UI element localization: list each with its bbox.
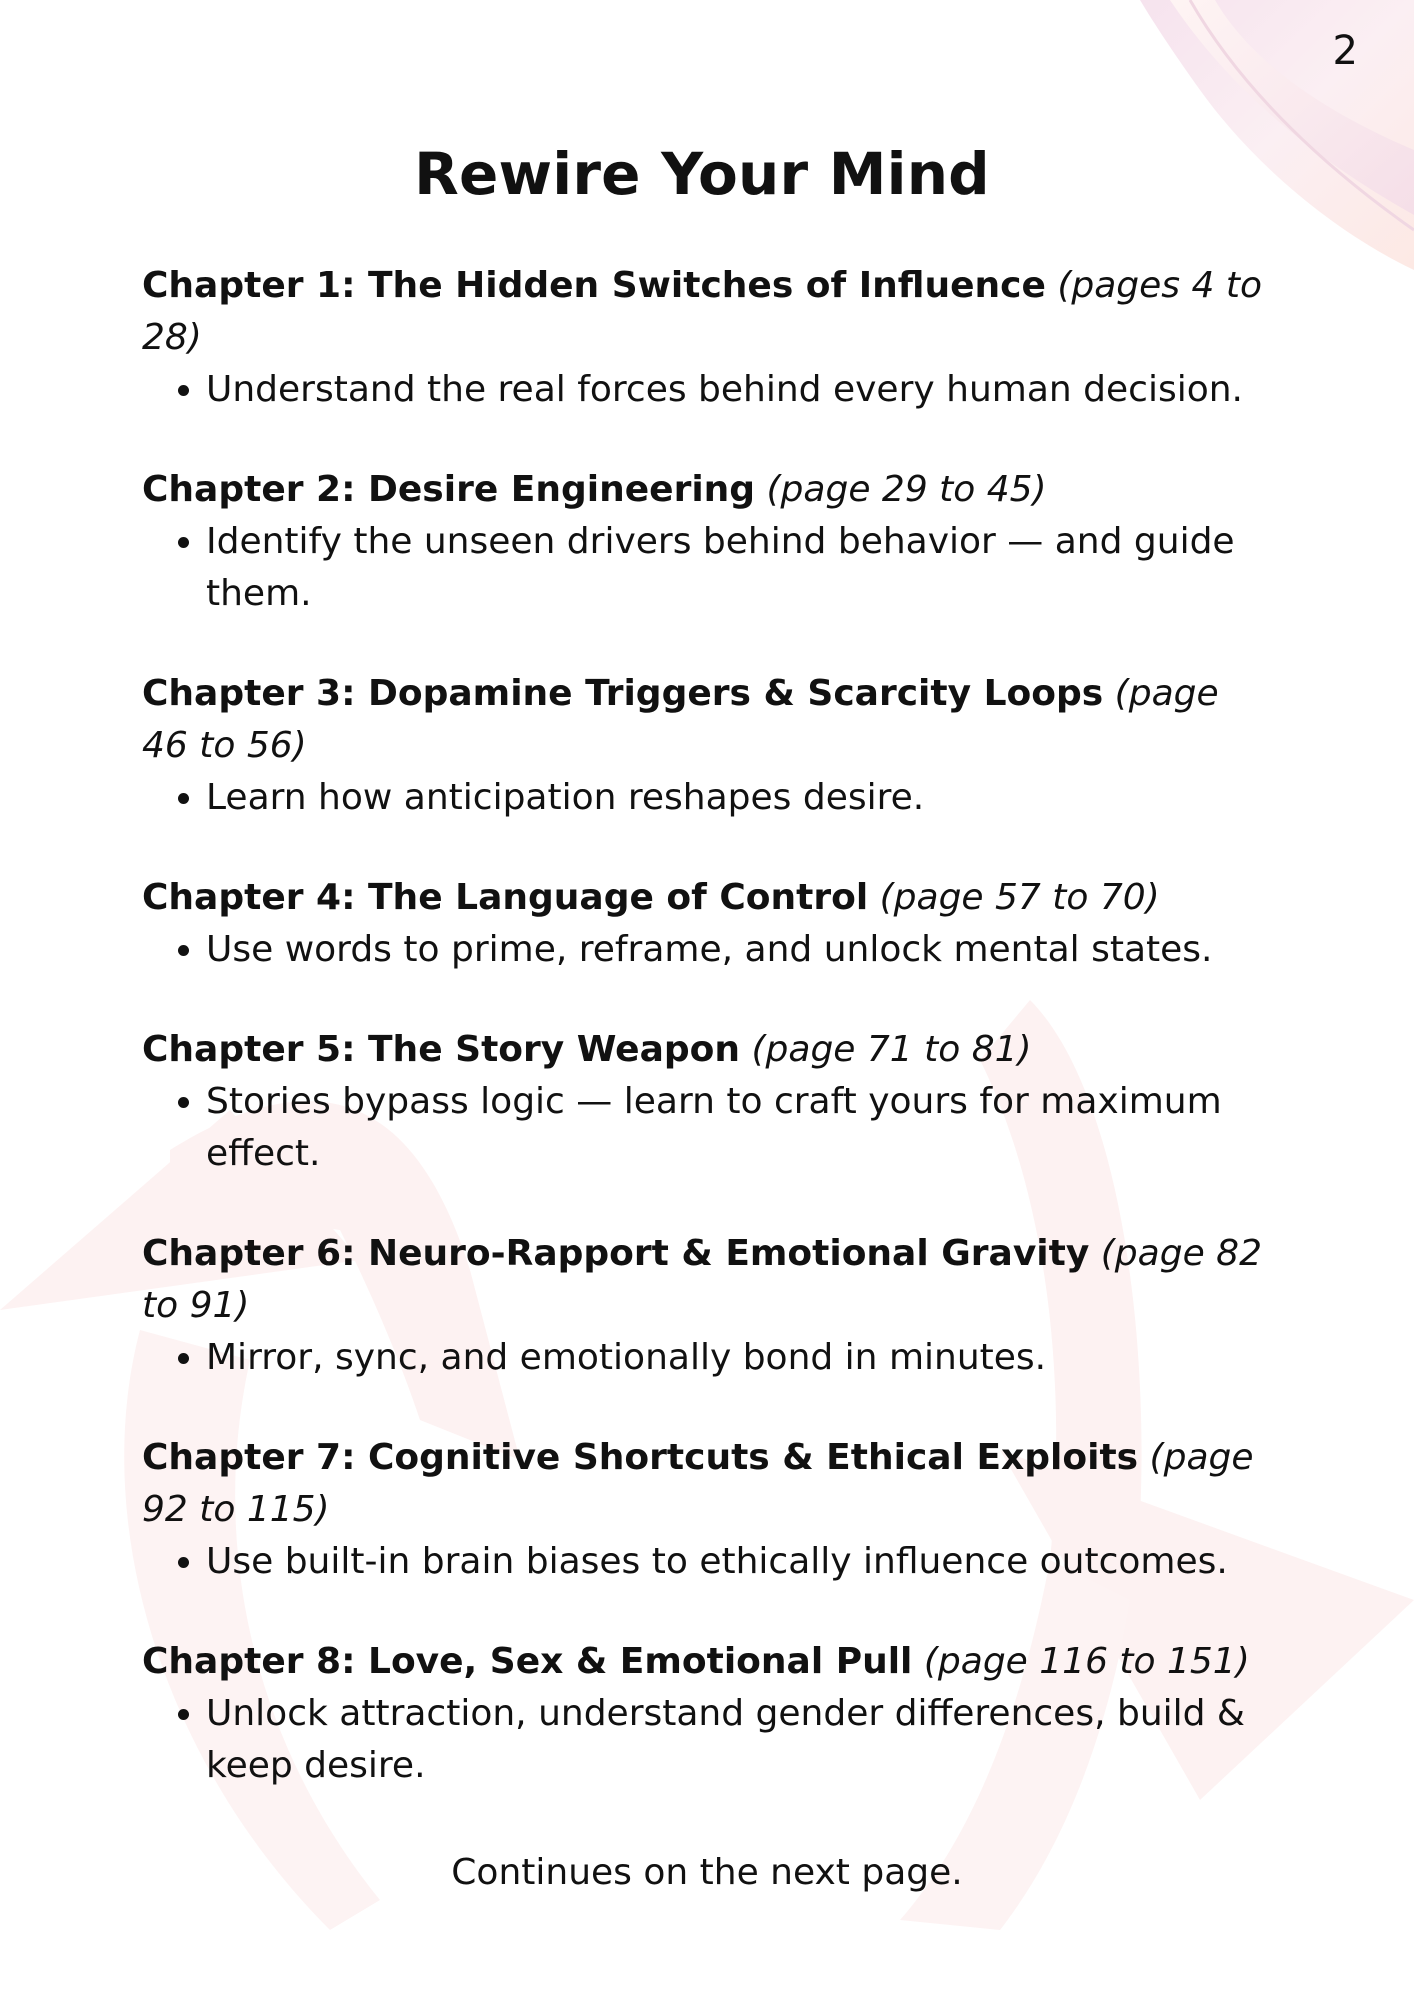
chapter-summary-item: • Stories bypass logic — learn to craft yours for maximum effect.	[206, 1076, 1262, 1180]
chapter-2	[142, 464, 1262, 620]
chapter-summary-list	[142, 1536, 1262, 1588]
chapter-title: Chapter 3: Dopamine Triggers & Scarcity Loops	[142, 673, 1104, 714]
chapter-8	[142, 1636, 1262, 1792]
chapter-title: Chapter 5: The Story Weapon	[142, 1029, 741, 1070]
chapter-3	[142, 668, 1262, 824]
chapter-page-range: (page 116 to 151)	[923, 1641, 1250, 1682]
chapter-summary-list	[142, 364, 1262, 416]
chapter-title: Chapter 1: The Hidden Switches of Influence	[142, 265, 1046, 306]
chapter-heading	[142, 1024, 1262, 1076]
chapter-title: Chapter 6: Neuro-Rapport & Emotional Gravity	[142, 1233, 1090, 1274]
chapter-summary-item: • Identify the unseen drivers behind behavior — and guide them.	[206, 516, 1262, 620]
chapter-7	[142, 1432, 1262, 1588]
chapter-heading	[142, 1636, 1262, 1688]
chapter-page-range: (pages 4 to 28)	[142, 265, 1262, 358]
page-number: 2	[1332, 28, 1358, 74]
chapter-summary-list	[142, 1332, 1262, 1384]
chapter-title: Chapter 4: The Language of Control	[142, 877, 869, 918]
chapter-heading	[142, 260, 1262, 364]
chapter-6	[142, 1228, 1262, 1384]
chapter-summary-item: • Mirror, sync, and emotionally bond in minutes.	[206, 1332, 1262, 1384]
chapter-heading	[142, 872, 1262, 924]
chapter-heading	[142, 1432, 1262, 1536]
chapter-summary-item: • Learn how anticipation reshapes desire.	[206, 772, 1262, 824]
chapter-summary-item: • Use words to prime, reframe, and unlock mental states.	[206, 924, 1262, 976]
chapter-title: Chapter 7: Cognitive Shortcuts & Ethical Exploits	[142, 1437, 1139, 1478]
chapter-summary-item: • Use built-in brain biases to ethically influence outcomes.	[206, 1536, 1262, 1588]
chapter-title: Chapter 2: Desire Engineering	[142, 469, 756, 510]
chapter-summary-list	[142, 516, 1262, 620]
chapter-summary-item: • Unlock attraction, understand gender differences, build & keep desire.	[206, 1688, 1262, 1792]
chapter-1	[142, 260, 1262, 416]
chapter-page-range: (page 71 to 81)	[751, 1029, 1032, 1070]
chapter-heading	[142, 668, 1262, 772]
chapter-5	[142, 1024, 1262, 1180]
continuation-note: Continues on the next page.	[451, 1852, 963, 1893]
chapter-heading	[142, 464, 1262, 516]
chapter-title: Chapter 8: Love, Sex & Emotional Pull	[142, 1641, 913, 1682]
chapter-page-range: (page 29 to 45)	[766, 469, 1047, 510]
chapter-summary-list	[142, 1076, 1262, 1180]
chapter-page-range: (page 82 to 91)	[142, 1233, 1262, 1326]
chapter-summary-list	[142, 924, 1262, 976]
chapter-page-range: (page 57 to 70)	[879, 877, 1160, 918]
chapter-page-range: (page 46 to 56)	[142, 673, 1219, 766]
chapter-summary-item: • Understand the real forces behind every human decision.	[206, 364, 1262, 416]
chapter-summary-list	[142, 1688, 1262, 1792]
chapter-summary-list	[142, 772, 1262, 824]
chapter-heading	[142, 1228, 1262, 1332]
table-of-contents	[142, 140, 1262, 1840]
chapter-4	[142, 872, 1262, 976]
chapter-page-range: (page 92 to 115)	[142, 1437, 1254, 1530]
document-title: Rewire Your Mind	[414, 140, 990, 208]
